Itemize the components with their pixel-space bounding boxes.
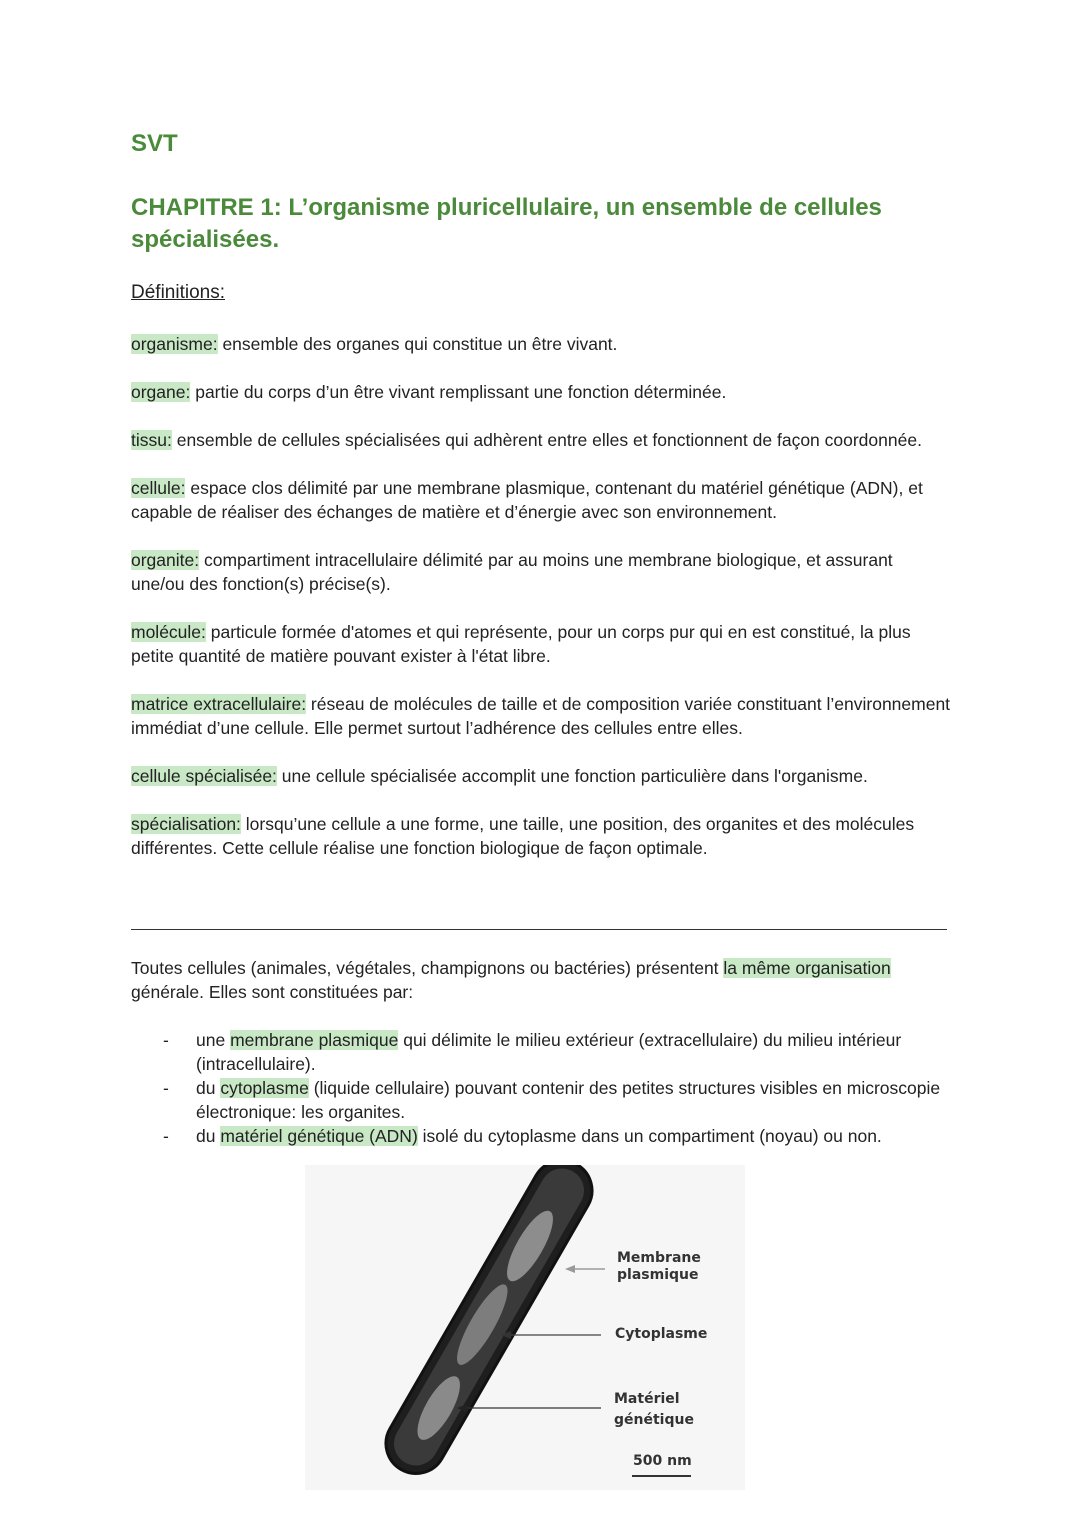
definition-text: lorsqu’une cellule a une forme, une taille, une position, des organites et des molécules différentes. Cette cellule réalise une fonction biologique de façon optimale. — [131, 814, 915, 858]
definition-term: spécialisation: — [131, 814, 241, 834]
definition-text: compartiment intracellulaire délimité par au moins une membrane biologique, et assurant une/ou des fonction(s) précise(s). — [131, 550, 893, 594]
bullet-dash: - — [163, 1078, 169, 1098]
definition-term: organite: — [131, 550, 200, 570]
definition-text: espace clos délimité par une membrane plasmique, contenant du matériel génétique (ADN), et capable de réaliser des échanges de matière et d’énergie avec son environnement. — [131, 478, 923, 522]
bullet-dash: - — [163, 1126, 169, 1146]
definition-item — [131, 620, 951, 668]
bullet-text-end: isolé du cytoplasme dans un compartiment (noyau) ou non. — [417, 1126, 882, 1146]
scale-label: 500 nm — [633, 1453, 692, 1469]
definition-term: cellule: — [131, 478, 186, 498]
list-item — [131, 1124, 951, 1148]
definition-item — [131, 380, 951, 404]
intro-text: Toutes cellules (animales, végétales, champignons ou bactéries) présentent — [131, 958, 724, 978]
definition-item — [131, 476, 951, 524]
definition-item — [131, 812, 951, 860]
components-list — [131, 1028, 951, 1148]
intro-highlight: la même organisation — [723, 958, 891, 978]
bullet-highlight: membrane plasmique — [230, 1030, 399, 1050]
bullet-highlight: matériel génétique (ADN) — [220, 1126, 418, 1146]
definition-text: une cellule spécialisée accomplit une fonction particulière dans l'organisme. — [276, 766, 868, 786]
bullet-text: du — [196, 1126, 221, 1146]
section-divider — [131, 929, 947, 930]
label-membrane: Membrane plasmique — [617, 1250, 701, 1283]
definition-text: particule formée d'atomes et qui représente, pour un corps pur qui en est constitué, la plus petite quantité de matière pouvant exister à l'état libre. — [131, 622, 911, 666]
definition-text: ensemble des organes qui constitue un être vivant. — [217, 334, 618, 354]
definition-text: ensemble de cellules spécialisées qui adhèrent entre elles et fonctionnent de façon coordonnée. — [171, 430, 922, 450]
bullet-text: une — [196, 1030, 231, 1050]
definition-item — [131, 332, 951, 356]
intro-text-end: générale. Elles sont constituées par: — [131, 982, 414, 1002]
definitions-heading: Définitions: — [131, 282, 225, 303]
definition-item — [131, 692, 951, 740]
bullet-text: du — [196, 1078, 221, 1098]
list-item — [131, 1028, 951, 1076]
definition-text: partie du corps d’un être vivant remplissant une fonction déterminée. — [190, 382, 727, 402]
chapter-title: CHAPITRE 1: L’organisme pluricellulaire, un ensemble de cellules spécialisées. — [131, 194, 882, 253]
intro-paragraph — [131, 956, 951, 1004]
label-materiel: Matériel génétique — [614, 1391, 694, 1428]
definition-term: tissu: — [131, 430, 172, 450]
definition-term: matrice extracellulaire: — [131, 694, 307, 714]
bacterium-micrograph — [305, 1165, 745, 1490]
bullet-dash: - — [163, 1030, 169, 1050]
definition-item — [131, 548, 951, 596]
bullet-highlight: cytoplasme — [220, 1078, 309, 1098]
definition-term: cellule spécialisée: — [131, 766, 277, 786]
subject-title: SVT — [131, 130, 178, 157]
label-cytoplasme: Cytoplasme — [615, 1326, 708, 1342]
bullet-text-end: qui délimite le milieu extérieur (extracellulaire) du milieu intérieur (intracellulaire). — [196, 1030, 902, 1074]
definition-term: organisme: — [131, 334, 218, 354]
bullet-text-end: (liquide cellulaire) pouvant contenir des petites structures visibles en microscopie électronique: les organites. — [196, 1078, 941, 1122]
list-item — [131, 1076, 951, 1124]
definitions-list — [131, 332, 951, 884]
definition-item — [131, 428, 951, 452]
definition-term: molécule: — [131, 622, 206, 642]
definition-item — [131, 764, 951, 788]
definition-text: réseau de molécules de taille et de composition variée constituant l’environnement immédiat d’une cellule. Elle permet surtout l’adhérence des cellules entre elles. — [131, 694, 951, 738]
definition-term: organe: — [131, 382, 191, 402]
